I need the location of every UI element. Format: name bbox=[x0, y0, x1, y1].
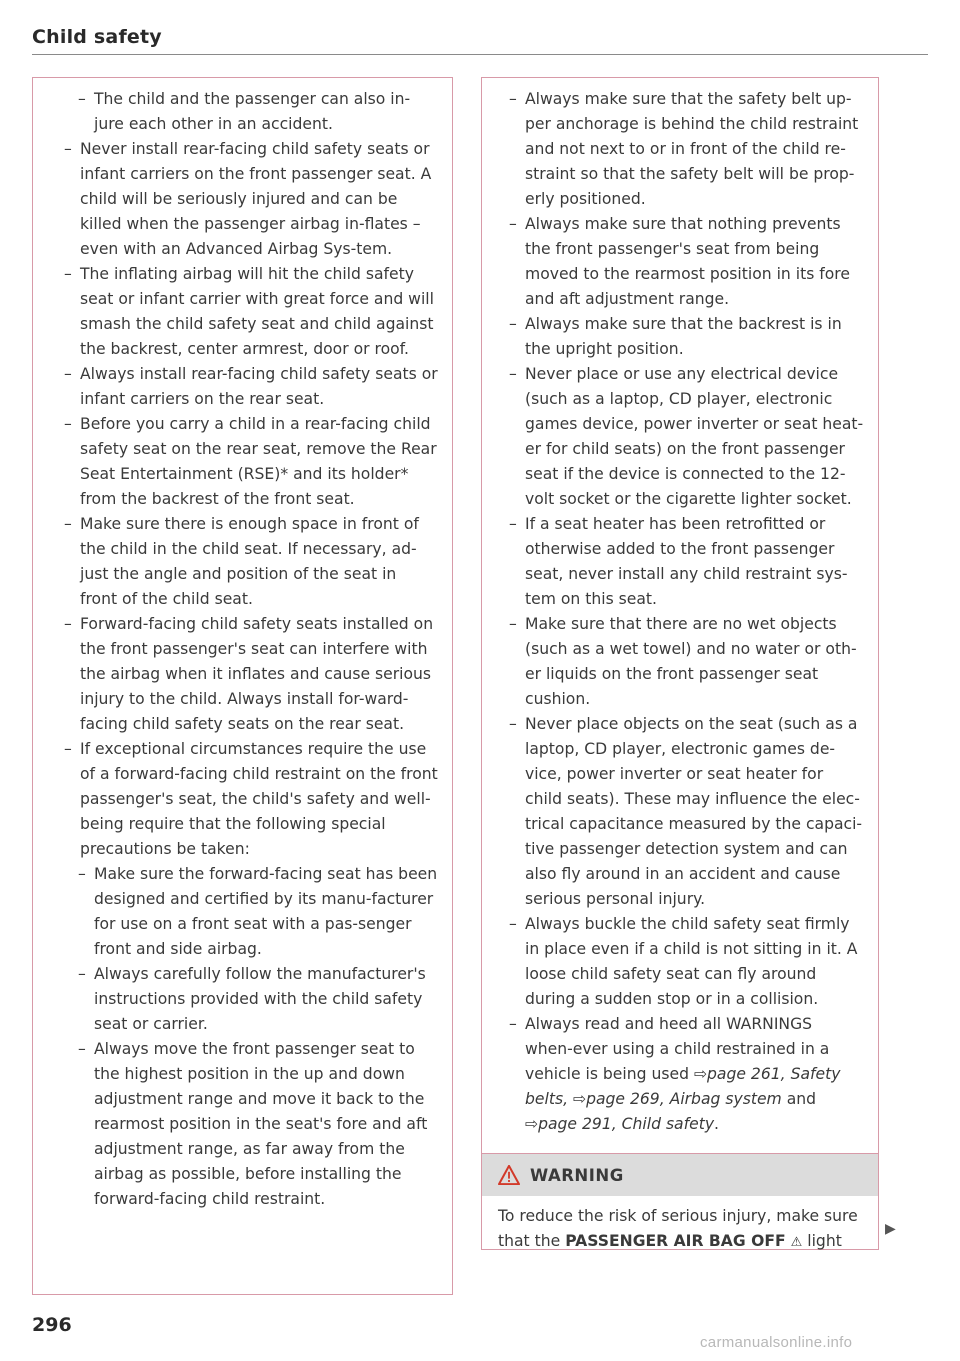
list-item: – Make sure the forward-facing seat has been designed and certified by its manu-facturer for use on a front seat with a pas-senger front and side airbag. bbox=[33, 862, 438, 962]
airbag-off-label: PASSENGER AIR BAG OFF bbox=[565, 1232, 786, 1250]
left-bullet-list bbox=[33, 87, 438, 1212]
list-item: – The inflating airbag will hit the child safety seat or infant carrier with great force and will smash the child safety seat and child against the backrest, center armrest, door or roof. bbox=[33, 262, 438, 362]
continue-arrow-icon: ▶ bbox=[885, 1221, 896, 1237]
list-item: – Never install rear-facing child safety seats or infant carriers on the front passenger seat. A child will be seriously injured and can be killed when the passenger airbag in-flates – even with an Advanced Airbag Sys-tem. bbox=[33, 137, 438, 262]
list-item: – Always make sure that nothing prevents the front passenger's seat from being moved to the rearmost position in its fore and aft adjustment range. bbox=[482, 212, 864, 312]
page-title: Child safety bbox=[32, 26, 162, 48]
list-item: – If a seat heater has been retrofitted or otherwise added to the front passenger seat, never install any child restraint sys-tem on this seat. bbox=[482, 512, 864, 612]
list-item: – Always move the front passenger seat to the highest position in the up and down adjustment range and move it back to the rearmost position in the seat's fore and aft adjustment range, as far away from the airbag as possible, before installing the forward-facing child restraint. bbox=[33, 1037, 438, 1212]
left-column bbox=[32, 77, 453, 1295]
list-item: – Make sure that there are no wet objects (such as a wet towel) and no water or oth-er liquids on the front passenger seat cushion. bbox=[482, 612, 864, 712]
page-number: 296 bbox=[32, 1314, 72, 1336]
warning-text: To reduce the risk of serious injury, make sure that the PASSENGER AIR BAG OFF ⚠ light bbox=[498, 1207, 858, 1250]
list-item: – Always carefully follow the manufacturer's instructions provided with the child safety seat or carrier. bbox=[33, 962, 438, 1037]
header-divider bbox=[32, 54, 928, 55]
airbag-off-icon: ⚠ bbox=[790, 1235, 803, 1250]
warning-box bbox=[481, 1154, 879, 1250]
list-item: – Always make sure that the safety belt up-per anchorage is behind the child restraint and not next to or in front of the child re-straint so that the safety belt will be prop-erly positioned. bbox=[482, 87, 864, 212]
list-item: – Never place objects on the seat (such as a laptop, CD player, electronic games de-vice, power inverter or seat heater for child seats). These may influence the elec-trical capacitance measured by the capaci-tive passenger detection system and can also fly around in an accident and cause serious personal injury. bbox=[482, 712, 864, 912]
link-airbag-system[interactable]: ⇨page 269, Airbag system bbox=[573, 1090, 782, 1108]
list-item-references: – Always read and heed all WARNINGS when-ever using a child restrained in a vehicle is being used ⇨page 261, Safety belts, ⇨page 269, Airbag system and ⇨page 291, Child safety. bbox=[482, 1012, 864, 1137]
list-item: – The child and the passenger can also in-jure each other in an accident. bbox=[33, 87, 438, 137]
right-column bbox=[481, 77, 879, 1154]
link-child-safety[interactable]: ⇨page 291, Child safety bbox=[525, 1115, 715, 1133]
list-item: – Forward-facing child safety seats installed on the front passenger's seat can interfere with the airbag when it inflates and cause serious injury to the child. Always install for-ward-facing child safety seats on the rear seat. bbox=[33, 612, 438, 737]
list-item: – Make sure there is enough space in front of the child in the child seat. If necessary, ad-just the angle and position of the seat in front of the child seat. bbox=[33, 512, 438, 612]
list-item: – Never place or use any electrical device (such as a laptop, CD player, electronic games device, power inverter or seat heat-er for child seats) on the front passenger seat if the device is connected to the 12-volt socket or the cigarette lighter socket. bbox=[482, 362, 864, 512]
right-bullet-list bbox=[482, 87, 864, 1012]
warning-header bbox=[482, 1154, 878, 1196]
warning-title: WARNING bbox=[530, 1165, 624, 1185]
list-item: – If exceptional circumstances require the use of a forward-facing child restraint on the front passenger's seat, the child's safety and well-being require that the following special precautions be taken: bbox=[33, 737, 438, 862]
watermark: carmanualsonline.info bbox=[700, 1334, 853, 1351]
list-item: – Always install rear-facing child safety seats or infant carriers on the rear seat. bbox=[33, 362, 438, 412]
list-item: – Always make sure that the backrest is in the upright position. bbox=[482, 312, 864, 362]
link-safety-belts[interactable]: ⇨page 261, Safety belts, bbox=[525, 1065, 841, 1108]
warning-triangle-icon bbox=[498, 1165, 520, 1185]
list-item: – Always buckle the child safety seat firmly in place even if a child is not sitting in it. A loose child safety seat can fly around during a sudden stop or in a collision. bbox=[482, 912, 864, 1012]
list-item: – Before you carry a child in a rear-facing child safety seat on the rear seat, remove the Rear Seat Entertainment (RSE)* and its holder* from the backrest of the front seat. bbox=[33, 412, 438, 512]
